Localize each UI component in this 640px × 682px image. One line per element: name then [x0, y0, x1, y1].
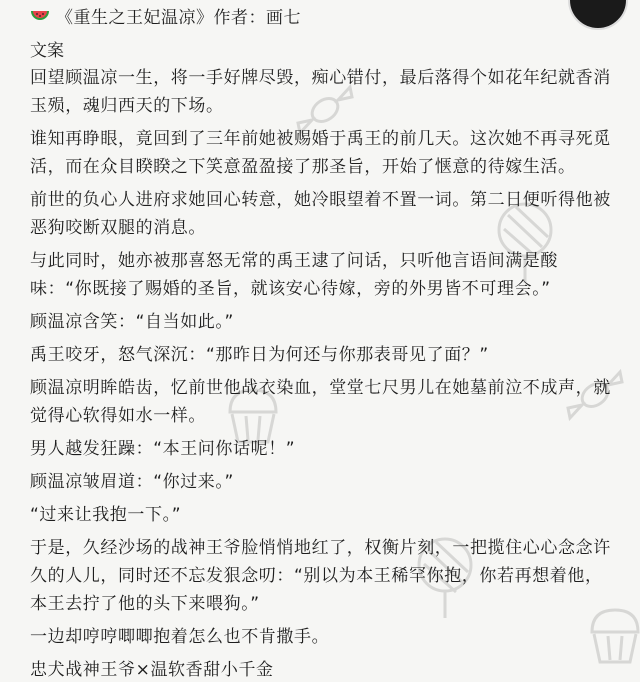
paragraph-3: 前世的负心人进府求她回心转意，她冷眼望着不置一词。第二日便听得他被恶狗咬断双腿的消息。: [30, 190, 611, 238]
author-name: 画七: [266, 7, 301, 28]
paragraph-12: 一边却哼哼唧唧抱着怎么也不肯撒手。: [30, 627, 330, 647]
paragraph-5: 顾温凉含笑：“自当如此。”: [30, 312, 234, 332]
paragraph-4: 与此同时，她亦被那喜怒无常的禹王逮了问话，只听他言语间满是酸味：“你既接了赐婚的圣旨，就该安心待嫁，旁的外男皆不可理会。”: [30, 251, 558, 299]
watermelon-icon: [30, 5, 50, 25]
author-label: 作者：: [213, 7, 266, 28]
section-label: 文案: [30, 41, 64, 61]
paragraph-2: 谁知再睁眼，竟回到了三年前她被赐婚于禹王的前几天。这次她不再寻死觅活，而在众目睽睽之下笑意盈盈接了那圣旨，开始了惬意的待嫁生活。: [30, 129, 611, 177]
paragraph-8: 男人越发狂躁：“本王问你话呢！”: [30, 439, 296, 459]
book-title: 《重生之王妃温凉》: [56, 7, 214, 28]
paragraph-1: 回望顾温凉一生，将一手好牌尽毁，痴心错付，最后落得个如花年纪就香消玉殒，魂归西天的下场。: [30, 68, 611, 116]
synopsis-body: [30, 64, 614, 682]
paragraph-6: 禹王咬牙，怒气深沉：“那昨日为何还与你那表哥见了面？”: [30, 345, 489, 365]
paragraph-13: 忠犬战神王爷×温软香甜小千金: [30, 660, 274, 680]
paragraph-7: 顾温凉明眸皓齿，忆前世他战衣染血，堂堂七尺男儿在她墓前泣不成声，就觉得心软得如水一样。: [30, 378, 611, 426]
paragraph-9: 顾温凉皱眉道：“你过来。”: [30, 472, 234, 492]
avatar[interactable]: [568, 0, 628, 30]
book-header: [30, 2, 301, 28]
paragraph-10: “过来让我抱一下。”: [30, 505, 182, 525]
paragraph-11: 于是，久经沙场的战神王爷脸悄悄地红了，权衡片刻，一把揽住心心念念许久的人儿，同时还不忘发狠念叨：“别以为本王稀罕你抱，你若再想着他，本王去拧了他的头下来喂狗。”: [30, 538, 611, 614]
